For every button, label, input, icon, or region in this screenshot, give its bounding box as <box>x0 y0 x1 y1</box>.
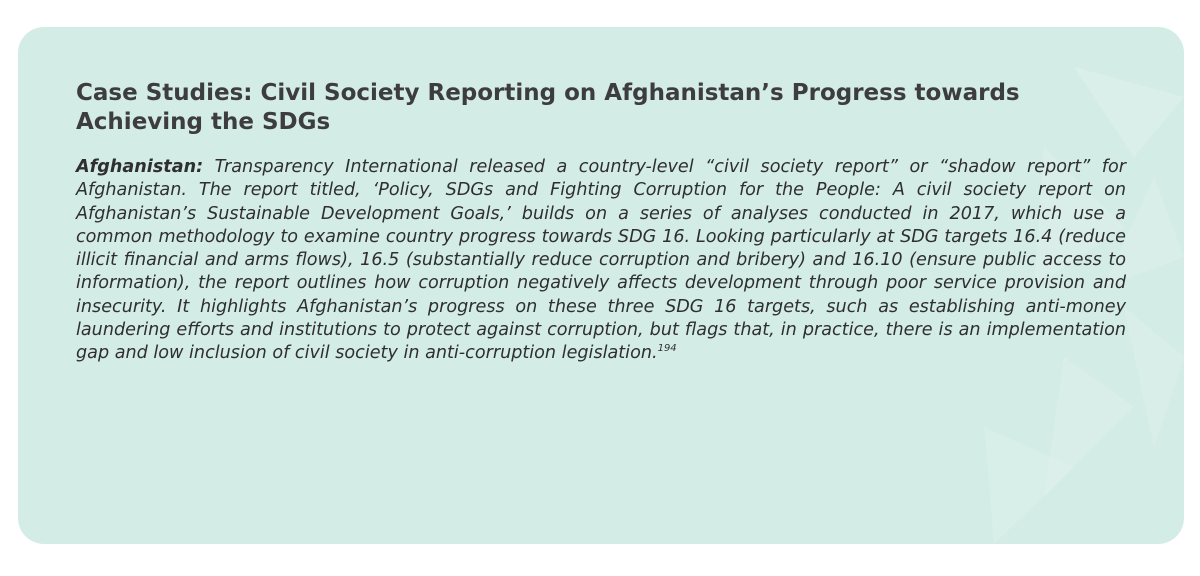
case-study-title: Case Studies: Civil Society Reporting on Afghanistan’s Progress towards Achieving the SDGs <box>76 80 1020 135</box>
case-study-body: Transparency International released a country-level “civil society report” or “shadow report” for Afghanistan. The report titled, ‘Policy, SDGs and Fighting Corruption for the People: A civil society report on Afghanistan’s Sustainable Development Goals,’ builds on a series of analyses conducted in 2017, which use a common methodology to examine country progress towards SDG 16. Looking particularly at SDG targets 16.4 (reduce illicit financial and arms flows), 16.5 (substantially reduce corruption and bribery) and 16.10 (ensure public access to information), the report outlines how corruption negatively affects development through poor service provision and insecurity. It highlights Afghanistan’s progress on these three SDG 16 targets, such as establishing anti-money laundering efforts and institutions to protect against corruption, but flags that, in practice, there is an implementation gap and low inclusion of civil society in anti-corruption legislation. <box>76 157 1126 364</box>
country-lead-label: Afghanistan: <box>76 157 204 177</box>
case-study-content <box>76 79 1126 366</box>
case-study-paragraph <box>76 156 1126 366</box>
footnote-reference: 194 <box>657 343 677 355</box>
case-study-box <box>18 27 1184 544</box>
